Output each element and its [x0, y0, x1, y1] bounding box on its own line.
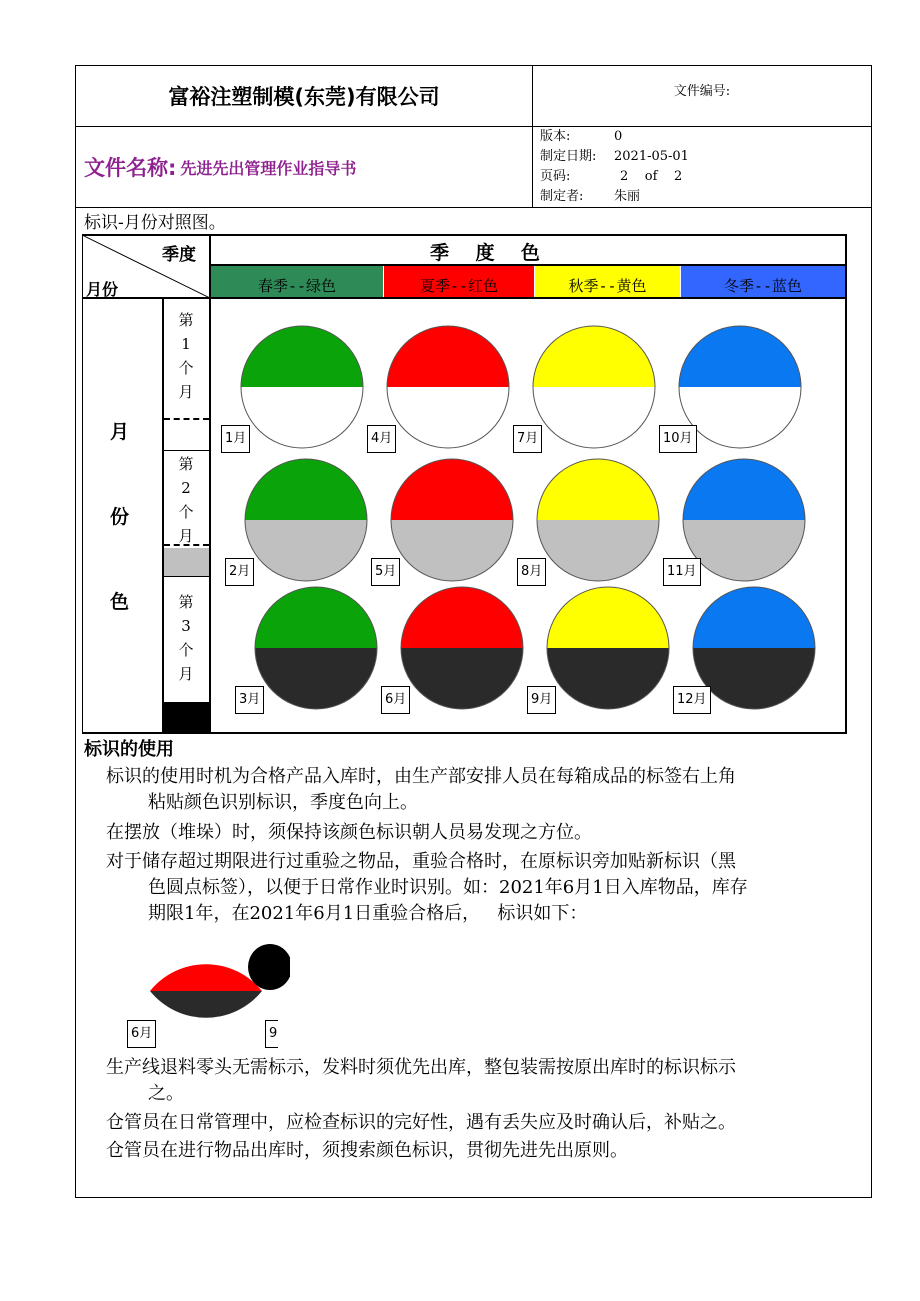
meta-page: 页码: 2 of 2 [540, 169, 683, 184]
doc-number-label: 文件编号: [673, 84, 731, 99]
month-3-label: 第3个月 [178, 593, 194, 683]
month-badge: 1月 [221, 425, 250, 453]
usage-paragraph-2: 在摆放（堆垛）时，须保持该颜色标识朝人员易发现之方位。 [106, 822, 592, 843]
circle-bottom-r3-c3 [547, 648, 669, 709]
circle-top-r2-c3 [537, 459, 659, 520]
meta-version: 版本: 0 [540, 129, 623, 144]
circle-bottom-r3-c2 [401, 648, 523, 709]
usage-paragraph-4: 生产线退料零头无需标示，发料时须优先出库，整包装需按原出库时的标识标示 之。 [106, 1057, 736, 1104]
usage-paragraph-6: 仓管员在进行物品出库时，须搜索颜色标识，贯彻先进先出原则。 [106, 1140, 628, 1161]
circle-top-r1-c4 [679, 326, 801, 387]
circle-top-r2-c1 [245, 459, 367, 520]
row-label-month: 月 [110, 421, 130, 443]
month-2-label: 第2个月 [178, 455, 194, 545]
circle-top-r3-c2 [401, 587, 523, 648]
circle-bottom-r2-c2 [391, 520, 513, 581]
circle-bottom-r1-c2 [387, 387, 509, 448]
season-header: 季 度 色 [430, 242, 540, 264]
example-month-badge: 6月 [127, 1020, 156, 1048]
circle-bottom-r2-c3 [537, 520, 659, 581]
month-badge: 11月 [663, 558, 701, 586]
month-badge: 10月 [659, 425, 697, 453]
month-badge: 7月 [513, 425, 542, 453]
row-label-portion: 份 [110, 506, 130, 528]
month-badge: 6月 [381, 686, 410, 714]
month-1-label: 第1个月 [178, 311, 194, 401]
circle-top-r1-c3 [533, 326, 655, 387]
circle-top-r3-c1 [255, 587, 377, 648]
season-autumn: 秋季--黄色 [535, 266, 680, 297]
circle-bottom-r3-c4 [693, 648, 815, 709]
season-winter: 冬季--蓝色 [681, 266, 845, 297]
circle-top-r1-c2 [387, 326, 509, 387]
season-summer: 夏季--红色 [384, 266, 534, 297]
month-badge: 3月 [235, 686, 264, 714]
month-badge: 12月 [673, 686, 711, 714]
section-title: 标识-月份对照图。 [84, 213, 226, 233]
frame-bottom [75, 1197, 872, 1198]
circle-top-r1-c1 [241, 326, 363, 387]
circle-top-r3-c3 [547, 587, 669, 648]
corner-bottom-label: 月份 [86, 280, 119, 299]
circle-top-r3-c4 [693, 587, 815, 648]
circle-bottom-r2-c1 [245, 520, 367, 581]
file-name: 先进先出管理作业指导书 [180, 158, 357, 178]
row-label-color: 色 [110, 591, 130, 613]
circle-top-r2-c2 [391, 459, 513, 520]
circle-bottom-r1-c3 [533, 387, 655, 448]
circle-top-r2-c4 [683, 459, 805, 520]
season-spring: 春季--绿色 [211, 266, 383, 297]
company-name: 富裕注塑制模(东莞)有限公司 [168, 85, 440, 109]
usage-title: 标识的使用 [84, 739, 174, 760]
month-badge: 8月 [517, 558, 546, 586]
example-month-badge-partial: 9 [265, 1020, 278, 1048]
usage-paragraph-1: 标识的使用时机为合格产品入库时，由生产部安排人员在每箱成品的标签右上角 粘贴颜色识别标识，季度色向上。 [106, 766, 736, 813]
file-name-label: 文件名称: [84, 156, 177, 180]
circle-bottom-r2-c4 [683, 520, 805, 581]
month-badge: 9月 [527, 686, 556, 714]
usage-paragraph-5: 仓管员在日常管理中，应检查标识的完好性，遇有丢失应及时确认后，补贴之。 [106, 1112, 736, 1133]
meta-date: 制定日期: 2021-05-01 [540, 149, 689, 164]
month-badge: 4月 [367, 425, 396, 453]
circle-bottom-r1-c1 [241, 387, 363, 448]
corner-top-label: 季度 [162, 245, 196, 265]
meta-author: 制定者: 朱丽 [540, 189, 641, 204]
black-dot-icon [248, 944, 290, 990]
month-badge: 5月 [371, 558, 400, 586]
usage-paragraph-3: 对于储存超过期限进行过重验之物品，重验合格时，在原标识旁加贴新标识（黑 色圆点标签），以便于日常作业时识别。如：2021年6月1日入库物品，库存 期限1年，在2021年6月1日重验合格后， 标识如下： [106, 851, 748, 924]
circle-bottom-r3-c1 [255, 648, 377, 709]
circle-bottom-r1-c4 [679, 387, 801, 448]
month-badge: 2月 [225, 558, 254, 586]
